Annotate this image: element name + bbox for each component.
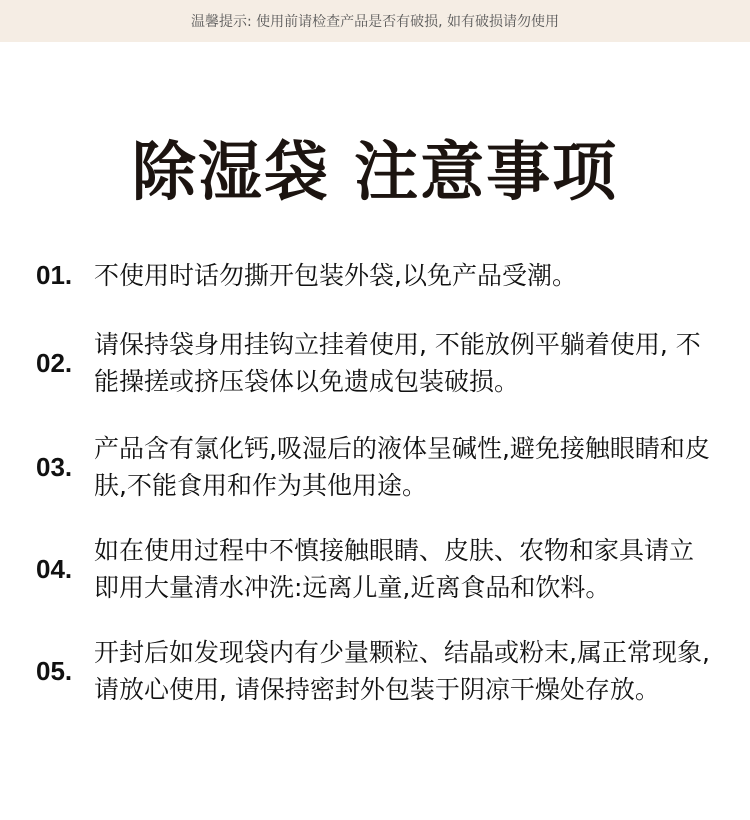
item-text: 产品含有氯化钙,吸湿后的液体呈碱性,避免接触眼睛和皮肤,不能食用和作为其他用途。: [94, 434, 710, 500]
item-number: 01.: [36, 260, 73, 290]
list-item: [36, 430, 716, 504]
item-number: 04.: [36, 553, 73, 584]
page-title: 除湿袋 注意事项: [131, 136, 619, 210]
item-text: 如在使用过程中不慎接触眼睛、皮肤、农物和家具请立即用大量清水冲洗:远离儿童,近离食品和饮料。: [94, 536, 695, 602]
list-item: [36, 532, 716, 606]
list-item: [36, 326, 716, 400]
item-number: 03.: [36, 451, 73, 482]
item-text: 不使用时话勿撕开包装外袋,以免产品受潮。: [94, 261, 577, 290]
item-number: 05.: [36, 655, 73, 686]
warning-banner-text: 温馨提示: 使用前请检查产品是否有破损, 如有破损请勿使用: [190, 14, 560, 30]
item-text: 请保持袋身用挂钩立挂着使用, 不能放例平躺着使用, 不能操搓或挤压袋体以免遗成包装破损。: [94, 330, 701, 396]
list-item: [36, 257, 716, 294]
item-text: 开封后如发现袋内有少量颗粒、结晶或粉末,属正常现象,请放心使用, 请保持密封外包装于阴凉干燥处存放。: [94, 638, 710, 704]
item-number: 02.: [36, 347, 73, 378]
warning-banner: [0, 0, 750, 42]
list-item: [36, 634, 716, 708]
